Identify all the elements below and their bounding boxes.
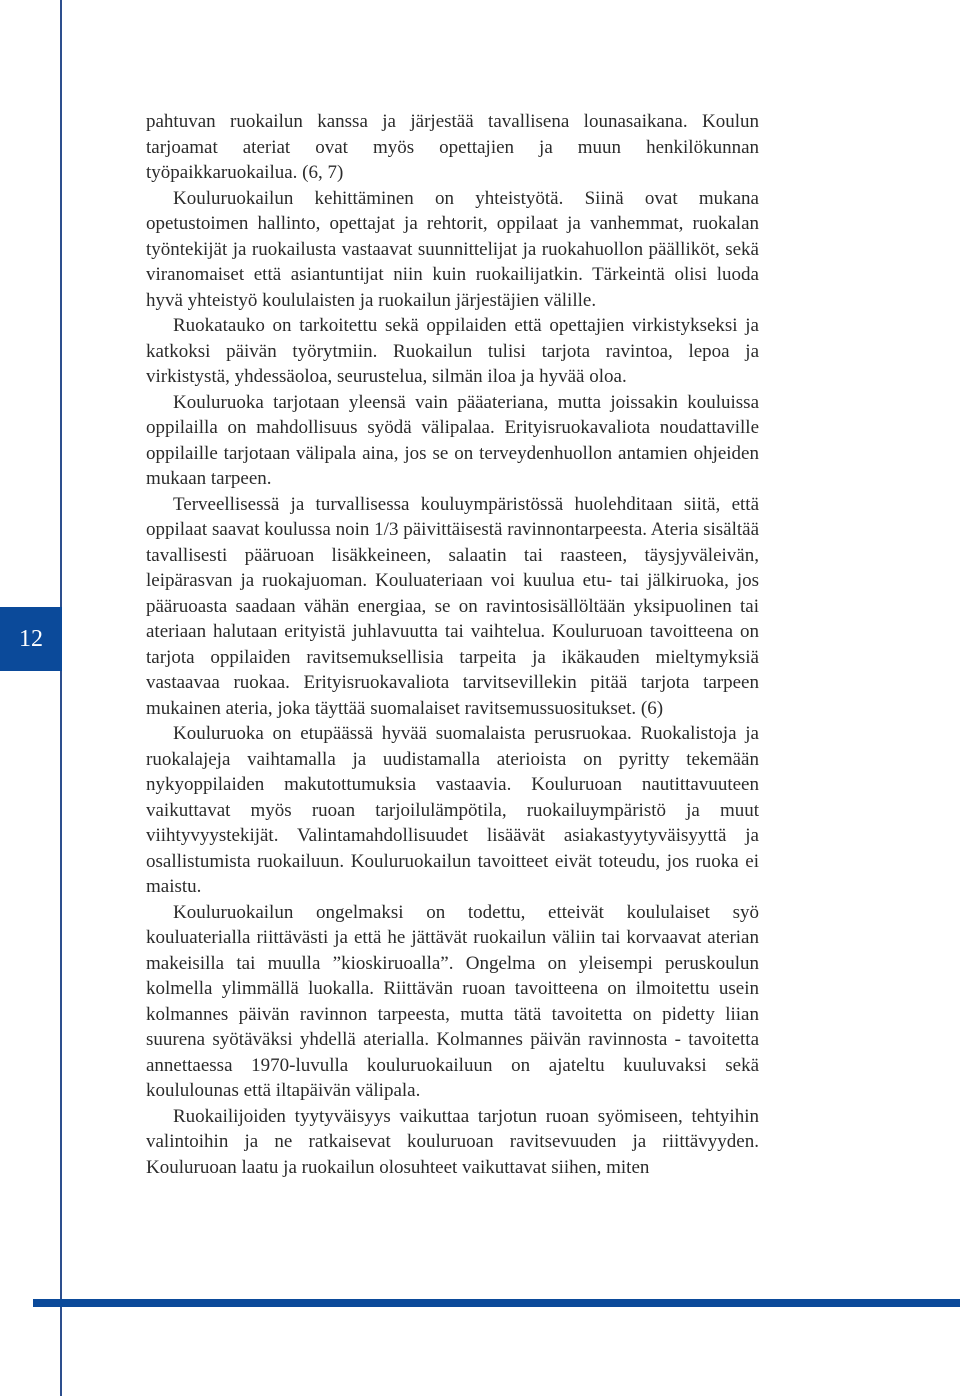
paragraph: pahtuvan ruokailun kanssa ja järjestää tavallisena lounasaikana. Koulun tarjoamat ateriat ovat myös opettajien ja muun henkilökunnan työpaikkaruokailua. (6, 7) [146, 111, 759, 183]
paragraph: Ruokatauko on tarkoitettu sekä oppilaiden että opettajien virkistykseksi ja katkoksi päivän työrytmiin. Ruokailun tulisi tarjota ravintoa, lepoa ja virkistystä, yhdessäoloa, seurustelua, silmän iloa ja hyvää oloa. [146, 315, 759, 387]
bottom-rule [33, 1299, 960, 1307]
paragraph: Kouluruoka on etupäässä hyvää suomalaista perusruokaa. Ruokalistoja ja ruokalajeja vaihtamalla ja uudistamalla aterioista on pyritty tekemään nykyoppilaiden makutottumuksia vastaavia. Kouluruoan nautittavuuteen vaikuttavat myös ruoan tarjoilulämpötila, ruokailuympäristö ja muut viihtyvyystekijät. Valintamahdollisuudet lisäävät asiakastyytyväisyyttä ja osallistumista ruokailuun. Kouluruokailun tavoitteet eivät toteudu, jos ruoka ei maistu. [146, 723, 759, 897]
page-number-tab [0, 607, 62, 671]
body-text [146, 109, 759, 1180]
paragraph: Terveellisessä ja turvallisessa kouluympäristössä huolehditaan siitä, että oppilaat saavat koulussa noin 1/3 päivittäisestä ravinnontarpeesta. Ateria sisältää tavallisesti pääruoan lisäkkeineen, salaatin tai raasteen, täysjyväleivän, leipärasvan ja ruokajuoman. Kouluateriaan voi kuulua etu- tai jälkiruoka, jos pääruoasta saadaan vähän energiaa, se on ravintosisällöltään yksipuolinen tai ateriaan halutaan erityistä juhlavuutta tai vaihtelua. Kouluruoan tavoitteena on tarjota oppilaiden ravitsemuksellisia tarpeita ja ikäkauden mieltymyksiä vastaavaa ruokaa. Erityisruokavaliota tarvitsevillekin pitää tarjota tarpeen mukainen ateria, joka täyttää suomalaiset ravitsemussuositukset. (6) [146, 493, 759, 719]
page-number: 12 [19, 625, 43, 652]
paragraph: Kouluruokailun kehittäminen on yhteistyötä. Siinä ovat mukana opetustoimen hallinto, opettajat ja rehtorit, oppilaat ja vanhemmat, ruokalan työntekijät ja ruokailusta vastaavat suunnittelijat ja ruokahuollon päälliköt, sekä viranomaiset että asiantuntijat niin kuin ruokailijatkin. Tärkeintä olisi luoda hyvä yhteistyö koululaisten ja ruokailun järjestäjien välille. [146, 187, 759, 311]
margin-rule [60, 0, 62, 1396]
paragraph: Ruokailijoiden tyytyväisyys vaikuttaa tarjotun ruoan syömiseen, tehtyihin valintoihin ja ne ratkaisevat kouluruoan ravitsevuuden ja riittävyyden. Kouluruoan laatu ja ruokailun olosuhteet vaikuttavat siihen, miten [146, 1105, 759, 1178]
paragraph: Kouluruoka tarjotaan yleensä vain pääateriana, mutta joissakin kouluissa oppilailla on mahdollisuus syödä välipalaa. Erityisruokavaliota noudattaville oppilaille tarjotaan välipala aina, jos se on terveydenhuollon antamien ohjeiden mukaan tarpeen. [146, 391, 759, 489]
paragraph: Kouluruokailun ongelmaksi on todettu, etteivät koululaiset syö kouluaterialla riittävästi ja että he jättävät ruokailun väliin tai korvaavat aterian makeisilla tai muulla ”kioskiruoalla”. Ongelma on yleisempi peruskoulun kolmella ylimmällä luokalla. Riittävän ruoan tavoitteena on ilmoitettu usein kolmannes päivän ravinnon tarpeesta, mutta tätä tavoitetta on pidetty liian suurena syötäväksi yhdellä aterialla. Kolmannes päivän ravinnosta - tavoitetta annettaessa 1970-luvulla kouluruokailuun on ajateltu kuuluvaksi sekä koululounas että iltapäivän välipala. [146, 901, 759, 1101]
